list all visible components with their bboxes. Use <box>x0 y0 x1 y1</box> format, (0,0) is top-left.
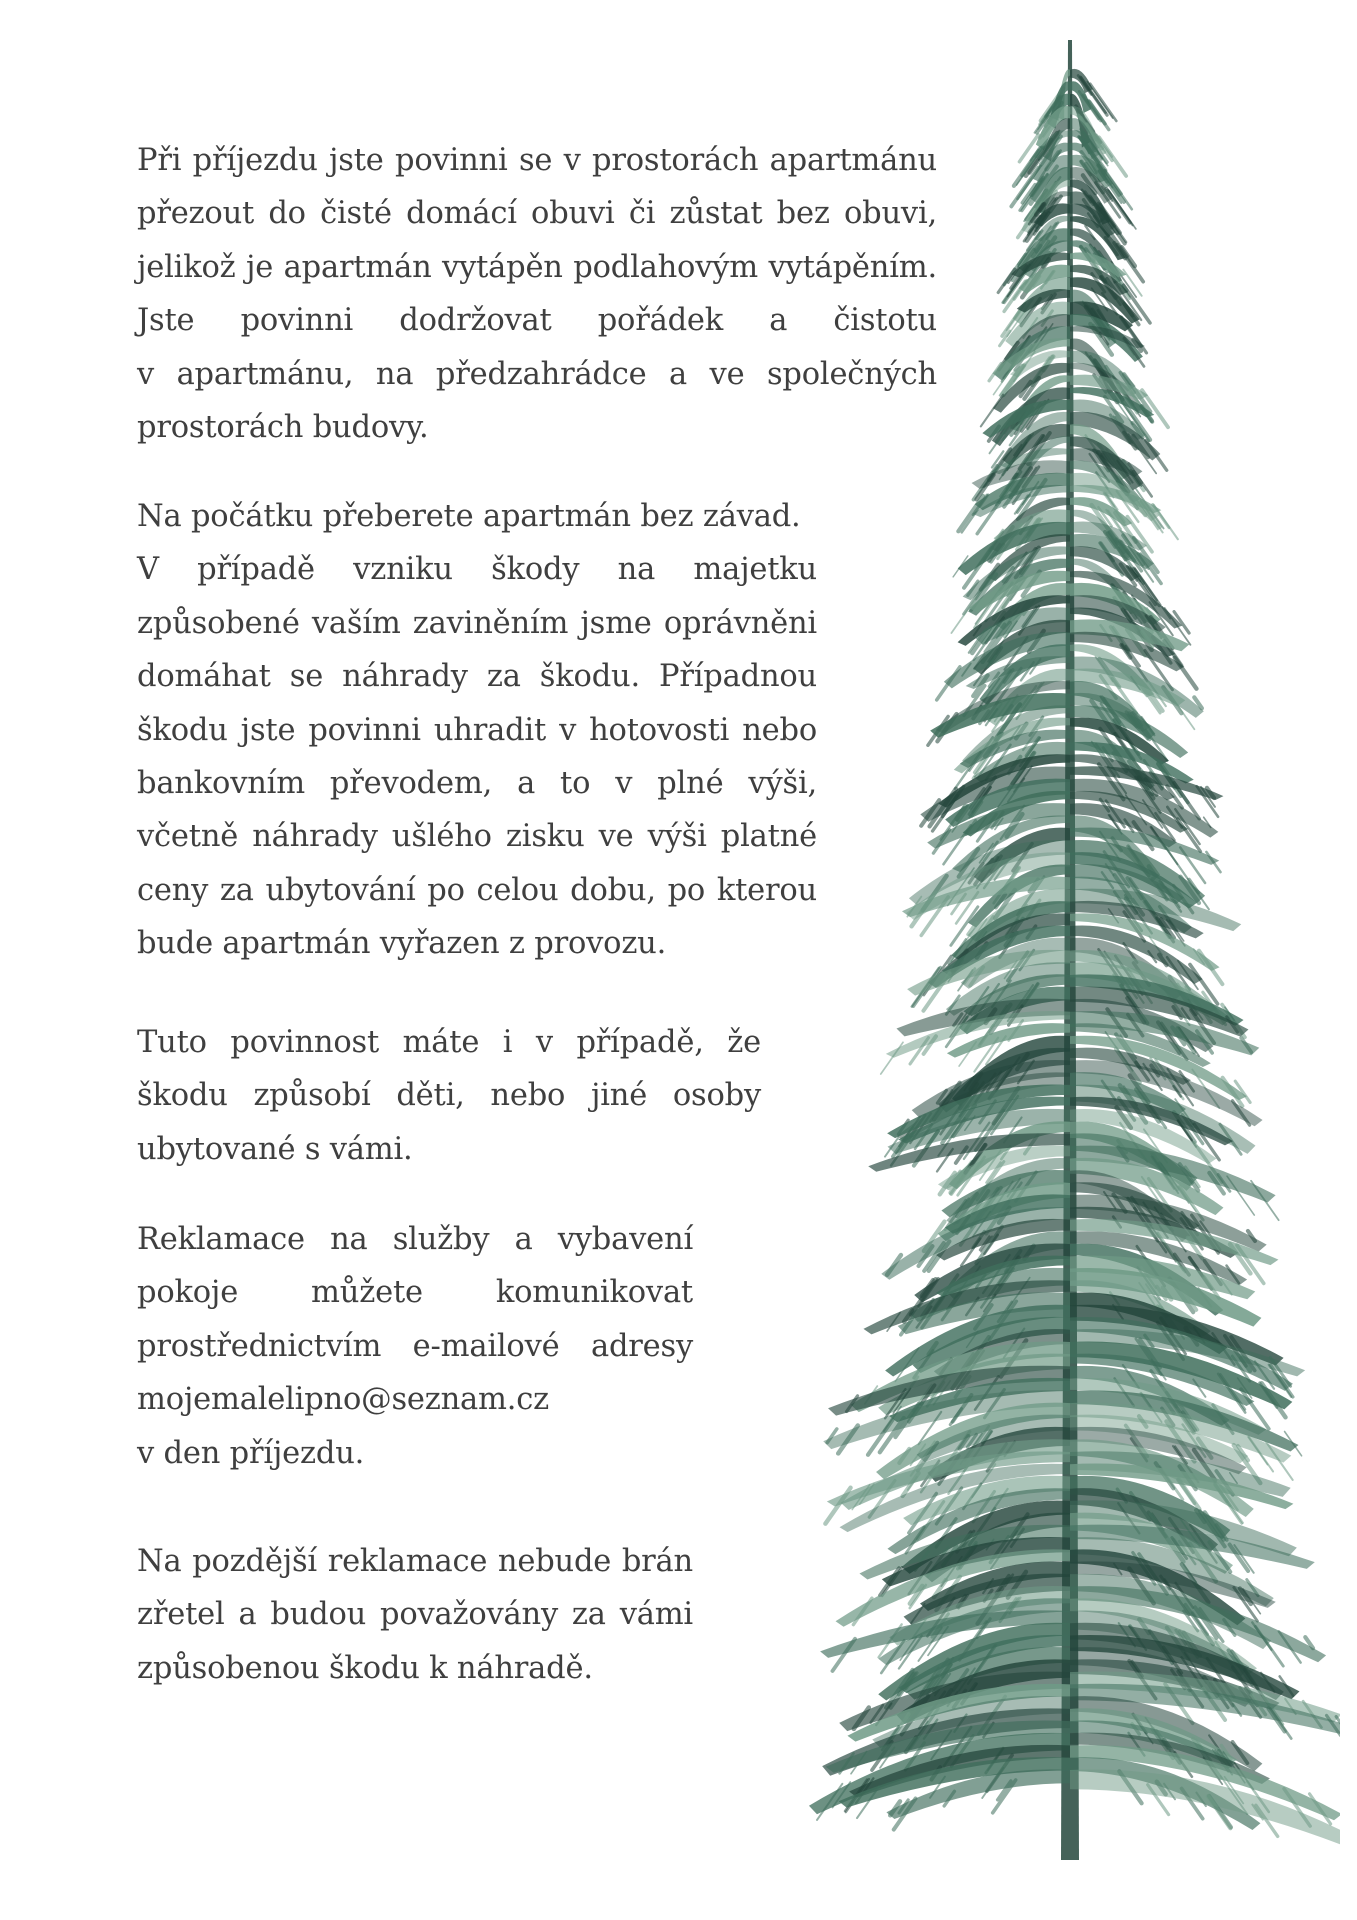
text-line: ubytované s vámi. <box>137 1131 413 1167</box>
contact-email: mojemalelipno@seznam.cz <box>137 1382 550 1418</box>
text-line: škodu jste povinni uhradit v hotovosti nebo <box>137 712 817 748</box>
text-line: zřetel a budou považovány za vámi <box>137 1597 693 1633</box>
text-line: Reklamace na služby a vybavení <box>137 1222 693 1257</box>
text-line: způsobené vaším zaviněním jsme oprávněni <box>137 605 817 641</box>
text-line: domáhat se náhrady za škodu. Případnou <box>137 659 817 695</box>
paragraph-damage-liability <box>137 490 817 971</box>
text-line: prostřednictvím e-mailové adresy <box>137 1328 693 1364</box>
text-line: v den příjezdu. <box>137 1435 365 1471</box>
paragraph-late-complaints <box>137 1535 693 1695</box>
text-line: Při příjezdu jste povinni se v prostorách apartmánu <box>137 143 937 178</box>
text-line: bude apartmán vyřazen z provozu. <box>137 926 667 962</box>
paragraph-complaints <box>137 1213 693 1480</box>
text-line: Jste povinni dodržovat pořádek a čistotu <box>137 303 937 339</box>
text-line: pokoje můžete komunikovat <box>137 1275 693 1311</box>
text-line: prostorách budovy. <box>137 410 429 446</box>
text-line: způsobenou škodu k náhradě. <box>137 1650 593 1686</box>
text-line: přezout do čisté domácí obuvi či zůstat bez obuvi, <box>137 196 937 232</box>
text-line: ceny za ubytování po celou dobu, po kterou <box>137 872 817 908</box>
text-line: Na pozdější reklamace nebude brán <box>137 1544 693 1579</box>
text-line: Tuto povinnost máte i v případě, že <box>137 1025 761 1060</box>
text-line: jelikož je apartmán vytápěn podlahovým vytápěním. <box>137 249 937 285</box>
text-line: V případě vzniku škody na majetku <box>137 552 817 588</box>
text-line: škodu způsobí děti, nebo jiné osoby <box>137 1078 761 1114</box>
paragraph-arrival-rules <box>137 134 937 454</box>
paragraph-children-damage <box>137 1016 761 1176</box>
text-line: v apartmánu, na předzahrádce a ve společných <box>137 356 937 392</box>
text-line: včetně náhrady ušlého zisku ve výši platné <box>137 819 817 855</box>
text-line: Na počátku přeberete apartmán bez závad. <box>137 499 801 534</box>
text-line: bankovním převodem, a to v plné výši, <box>137 766 817 802</box>
